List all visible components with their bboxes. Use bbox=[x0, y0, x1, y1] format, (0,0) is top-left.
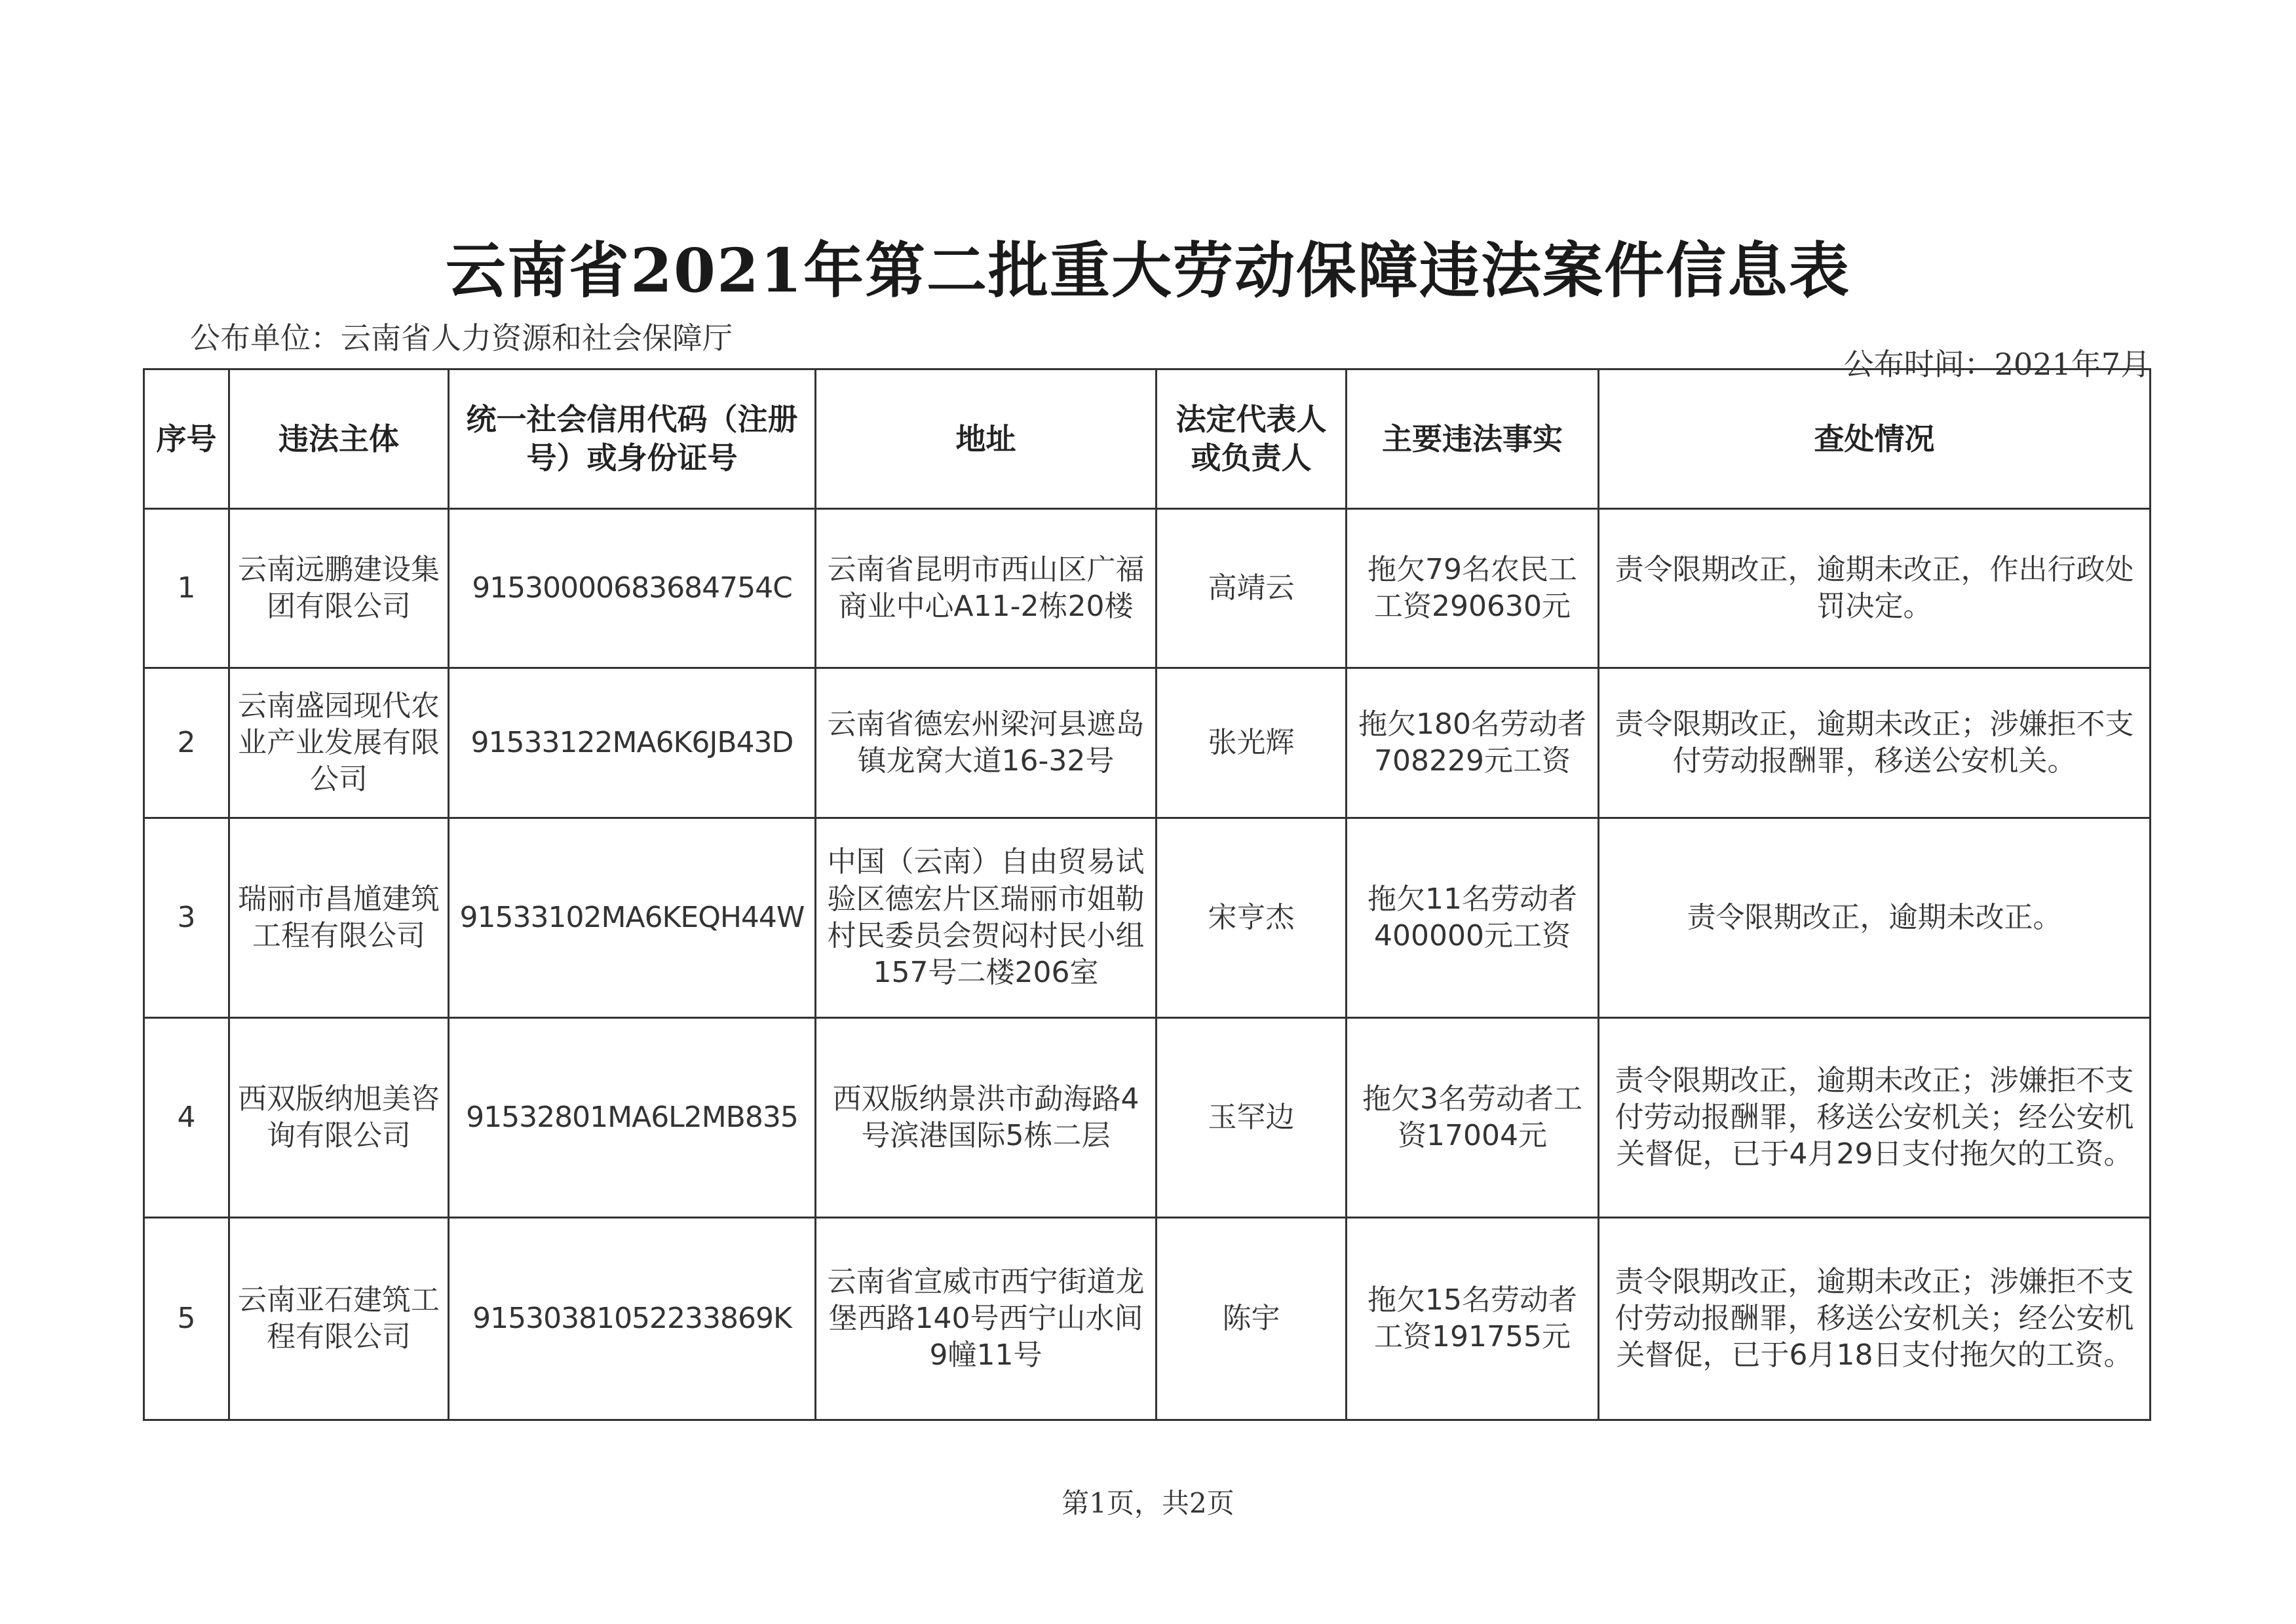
cell-entity: 云南远鹏建设集团有限公司 bbox=[229, 509, 449, 668]
table-row bbox=[144, 1018, 2151, 1218]
cell-result: 责令限期改正，逾期未改正，作出行政处罚决定。 bbox=[1599, 509, 2151, 668]
header-address: 地址 bbox=[816, 369, 1157, 509]
cell-rep: 高靖云 bbox=[1157, 509, 1347, 668]
table-row bbox=[144, 818, 2151, 1018]
publish-time: 公布时间：2021年7月 bbox=[1843, 347, 2151, 382]
header-facts: 主要违法事实 bbox=[1347, 369, 1599, 509]
cell-code: 91530381052233869K bbox=[449, 1218, 816, 1420]
table-row bbox=[144, 668, 2151, 818]
cell-facts: 拖欠3名劳动者工资17004元 bbox=[1347, 1018, 1599, 1218]
cell-rep: 宋亨杰 bbox=[1157, 818, 1347, 1018]
header-code: 统一社会信用代码（注册号）或身份证号 bbox=[449, 369, 816, 509]
cell-seq: 5 bbox=[144, 1218, 229, 1420]
cell-seq: 2 bbox=[144, 668, 229, 818]
cell-facts: 拖欠79名农民工工资290630元 bbox=[1347, 509, 1599, 668]
cell-facts: 拖欠180名劳动者708229元工资 bbox=[1347, 668, 1599, 818]
header-entity: 违法主体 bbox=[229, 369, 449, 509]
table-row bbox=[144, 509, 2151, 668]
cell-facts: 拖欠15名劳动者工资191755元 bbox=[1347, 1218, 1599, 1420]
cell-result: 责令限期改正，逾期未改正；涉嫌拒不支付劳动报酬罪，移送公安机关。 bbox=[1599, 668, 2151, 818]
table-header-row bbox=[144, 369, 2151, 509]
cell-address: 云南省德宏州梁河县遮岛镇龙窝大道16-32号 bbox=[816, 668, 1157, 818]
cell-result: 责令限期改正，逾期未改正。 bbox=[1599, 818, 2151, 1018]
cell-result: 责令限期改正，逾期未改正；涉嫌拒不支付劳动报酬罪，移送公安机关；经公安机关督促，已于6月18日支付拖欠的工资。 bbox=[1599, 1218, 2151, 1420]
publisher-line: 公布单位：云南省人力资源和社会保障厅 bbox=[190, 320, 733, 356]
cell-code: 9153000068368475​4C bbox=[449, 509, 816, 668]
cell-entity: 云南亚石建筑工程有限公司 bbox=[229, 1218, 449, 1420]
cell-rep: 玉罕边 bbox=[1157, 1018, 1347, 1218]
cell-seq: 3 bbox=[144, 818, 229, 1018]
cell-address: 中国（云南）自由贸易试验区德宏片区瑞丽市姐勒村民委员会贺闷村民小组157号二楼206室 bbox=[816, 818, 1157, 1018]
cases-table bbox=[143, 368, 2151, 1421]
header-seq: 序号 bbox=[144, 369, 229, 509]
cell-seq: 1 bbox=[144, 509, 229, 668]
cell-code: 91533102MA6KEQH44W bbox=[449, 818, 816, 1018]
document-title: 云南省2021年第二批重大劳动保障违法案件信息表 bbox=[445, 235, 1851, 306]
cell-address: 西双版纳景洪市勐海路4号滨港国际5栋二层 bbox=[816, 1018, 1157, 1218]
header-rep: 法定代表人或负责人 bbox=[1157, 369, 1347, 509]
cell-code: 91532801MA6L2MB835 bbox=[449, 1018, 816, 1218]
table-row bbox=[144, 1218, 2151, 1420]
cell-rep: 陈宇 bbox=[1157, 1218, 1347, 1420]
cell-facts: 拖欠11名劳动者400000元工资 bbox=[1347, 818, 1599, 1018]
page-footer: 第1页，共2页 bbox=[1062, 1487, 1234, 1519]
cell-rep: 张光辉 bbox=[1157, 668, 1347, 818]
cell-entity: 云南盛园现代农业产业发展有限公司 bbox=[229, 668, 449, 818]
cell-entity: 西双版纳旭美咨询有限公司 bbox=[229, 1018, 449, 1218]
cell-entity: 瑞丽市昌馗建筑工程有限公司 bbox=[229, 818, 449, 1018]
cell-address: 云南省昆明市西山区广福商业中心A11-2栋20楼 bbox=[816, 509, 1157, 668]
cell-address: 云南省宣威市西宁街道龙堡西路140号西宁山水间9幢11号 bbox=[816, 1218, 1157, 1420]
cell-seq: 4 bbox=[144, 1018, 229, 1218]
cell-result: 责令限期改正，逾期未改正；涉嫌拒不支付劳动报酬罪，移送公安机关；经公安机关督促，已于4月29日支付拖欠的工资。 bbox=[1599, 1018, 2151, 1218]
header-result: 查处情况 bbox=[1599, 369, 2151, 509]
cell-code: 91533122MA6K6JB43D bbox=[449, 668, 816, 818]
